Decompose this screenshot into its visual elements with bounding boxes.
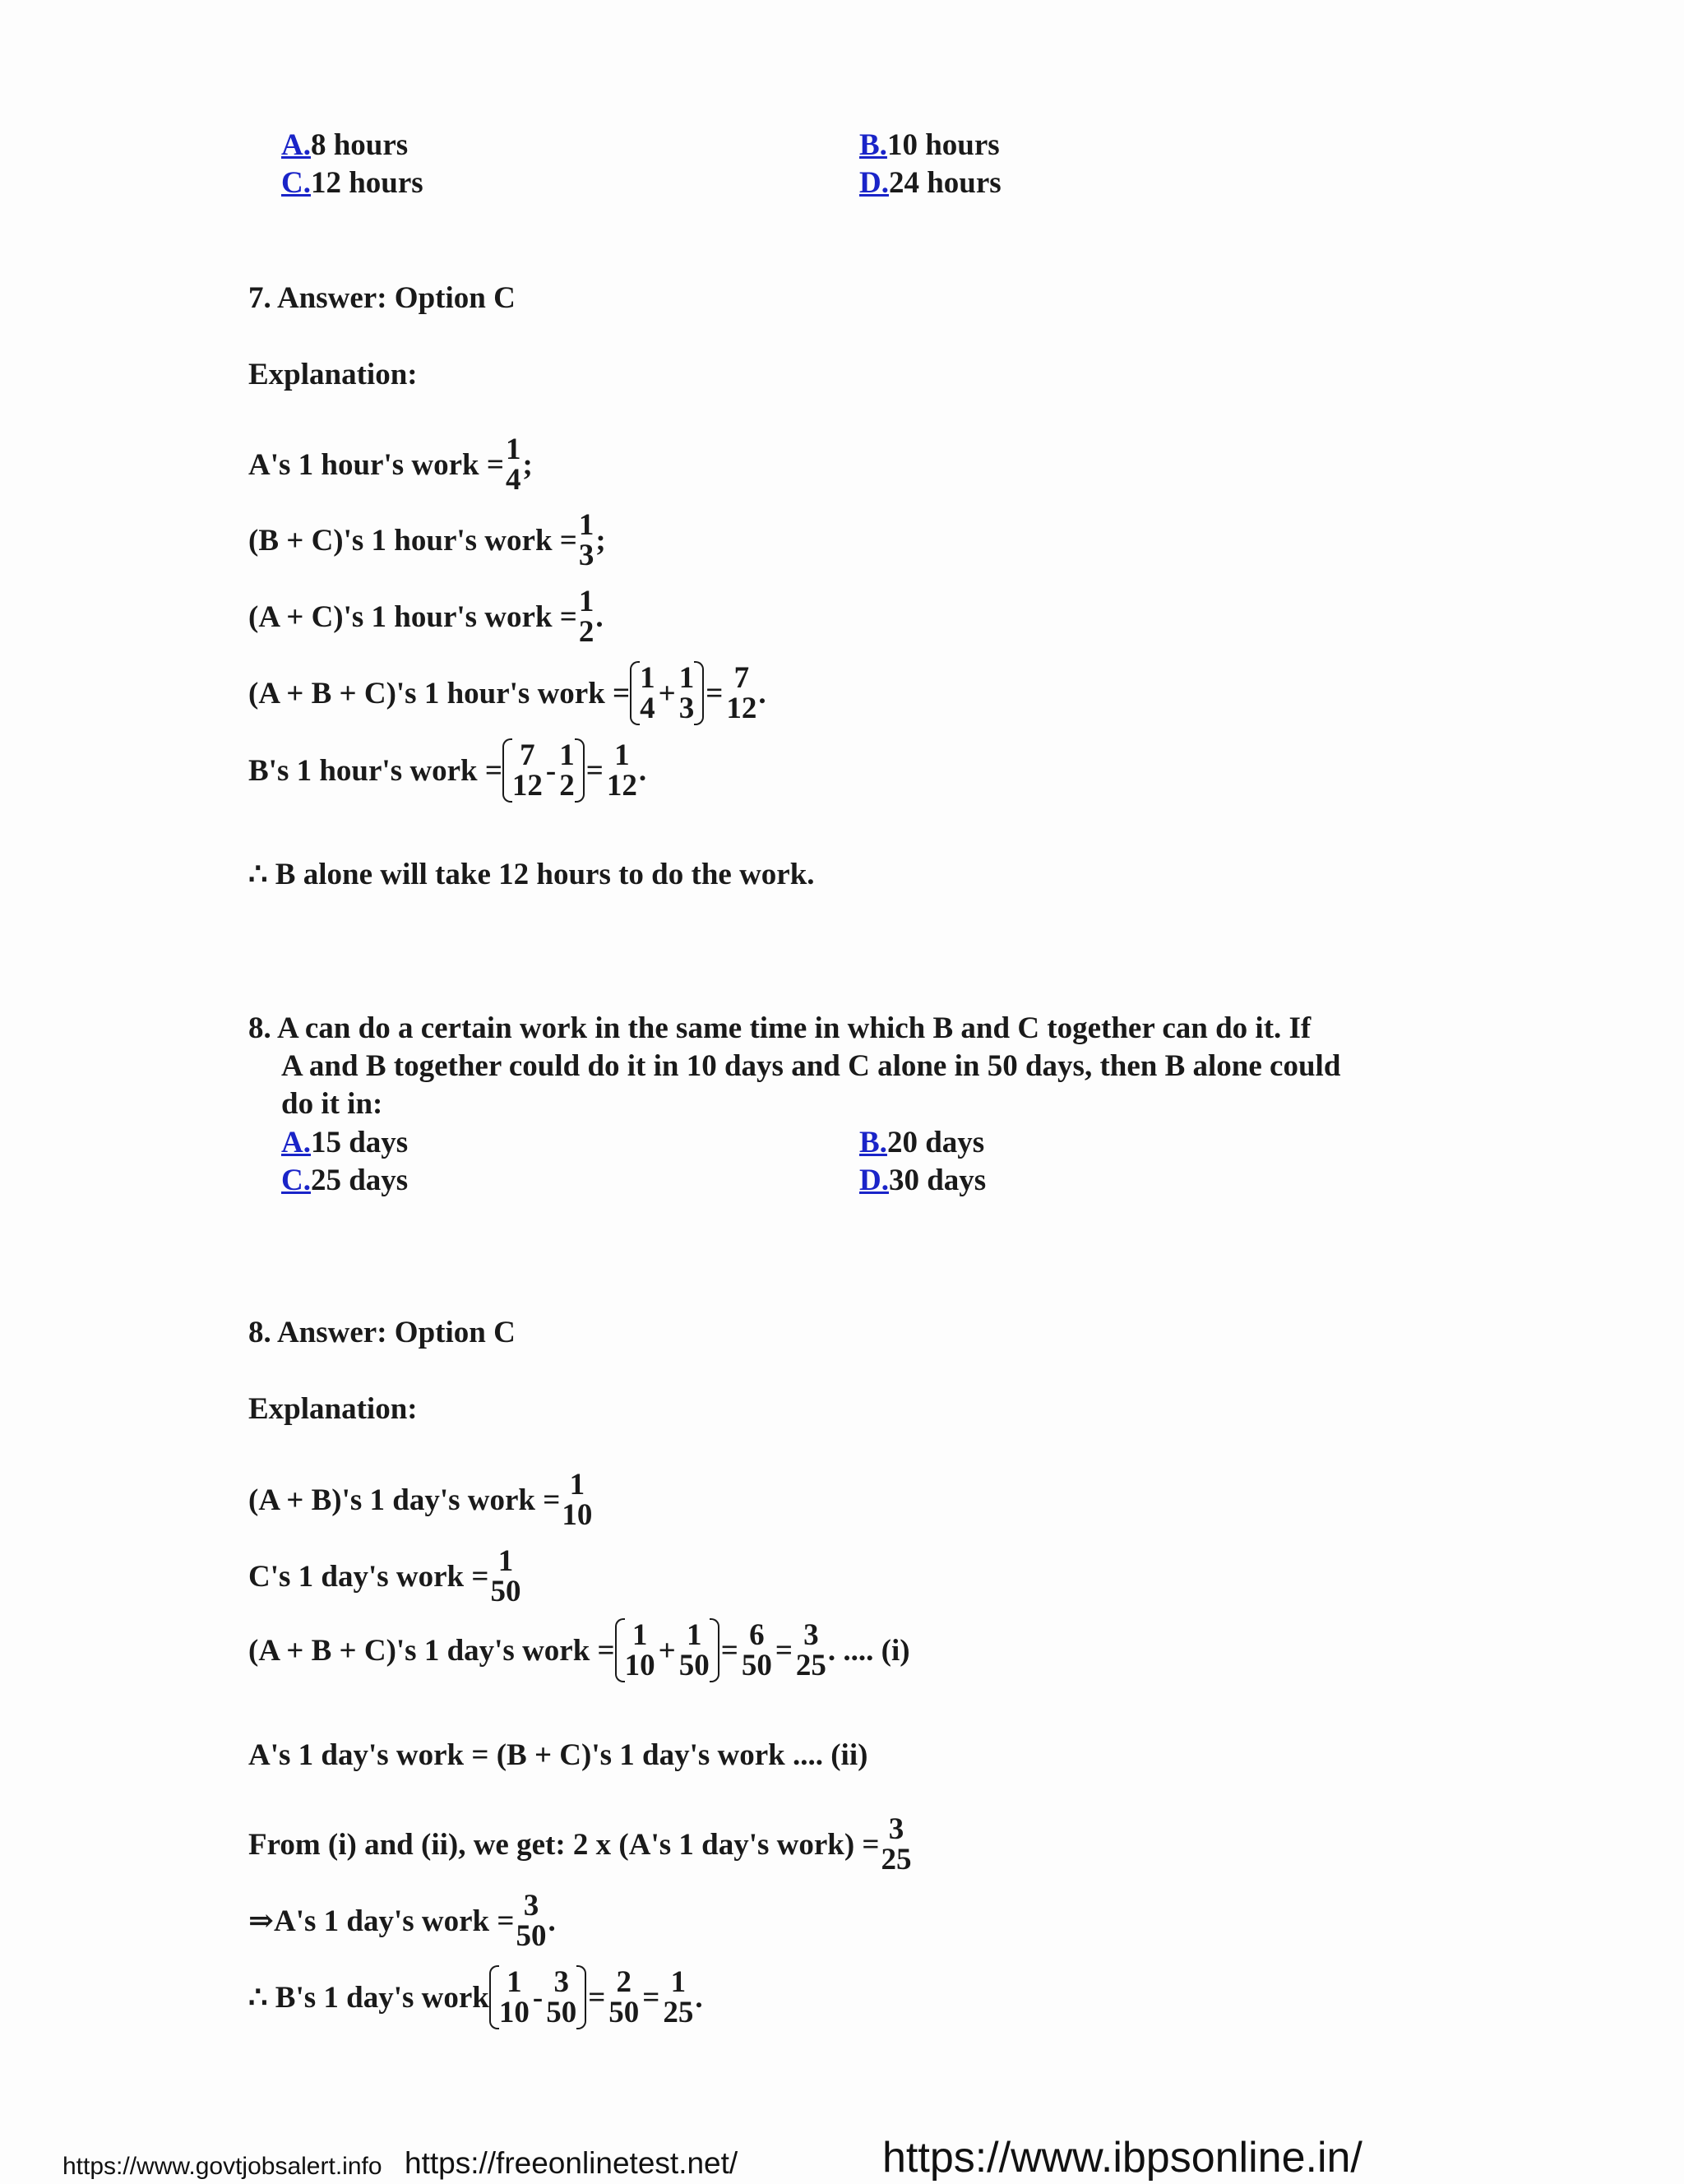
denominator: 25 xyxy=(663,1996,694,2029)
fraction xyxy=(608,1967,639,2028)
operator: = xyxy=(585,753,604,788)
numerator: 1 xyxy=(497,1544,514,1578)
fraction xyxy=(490,1546,520,1607)
q7-line-a-text: A's 1 hour's work = xyxy=(248,447,504,482)
q8-line-abc-text: (A + B + C)'s 1 day's work = xyxy=(248,1633,615,1668)
q7-line-bc xyxy=(248,510,606,571)
parenthesis-group xyxy=(630,663,704,724)
operator: + xyxy=(658,1633,676,1668)
numerator: 1 xyxy=(670,1965,687,1999)
fraction xyxy=(640,663,655,724)
q8-line-ab xyxy=(248,1469,594,1530)
numerator: 1 xyxy=(640,661,655,695)
numerator: 1 xyxy=(578,508,594,542)
denominator: 3 xyxy=(578,539,594,572)
operator: + xyxy=(658,676,676,710)
denominator: 50 xyxy=(608,1996,640,2029)
q7-line-ac-text: (A + C)'s 1 hour's work = xyxy=(248,599,577,634)
q7-option-a-link[interactable]: A. xyxy=(281,128,311,162)
numerator: 7 xyxy=(733,661,750,695)
q8-line-c xyxy=(248,1546,522,1607)
denominator: 12 xyxy=(726,692,757,725)
q8-option-a-link[interactable]: A. xyxy=(281,1126,311,1159)
q8-option-c xyxy=(281,1165,408,1196)
numerator: 1 xyxy=(578,585,594,618)
denominator: 25 xyxy=(881,1843,912,1876)
q7-line-a xyxy=(248,434,533,495)
numerator: 1 xyxy=(678,661,695,695)
numerator: 3 xyxy=(888,1812,904,1846)
q7-option-c xyxy=(281,168,423,198)
punct: . xyxy=(638,753,647,788)
denominator: 10 xyxy=(624,1649,655,1682)
q8-option-b xyxy=(859,1127,984,1158)
denominator: 2 xyxy=(578,615,594,649)
q7-conclusion: ∴ B alone will take 12 hours to do the work. xyxy=(248,858,815,891)
denominator: 10 xyxy=(562,1498,593,1532)
denominator: 50 xyxy=(546,1996,577,2029)
q7-answer: 7. Answer: Option C xyxy=(248,281,516,315)
q7-line-abc xyxy=(248,663,766,724)
fraction xyxy=(679,1620,710,1681)
parenthesis-group xyxy=(489,1967,586,2028)
numerator: 6 xyxy=(749,1618,765,1652)
fraction xyxy=(726,663,756,724)
denominator: 2 xyxy=(559,769,575,803)
numerator: 1 xyxy=(559,738,575,772)
q8-question-line-3: do it in: xyxy=(281,1087,383,1121)
operator: - xyxy=(545,753,557,788)
parenthesis-group xyxy=(502,740,585,801)
denominator: 50 xyxy=(741,1649,772,1682)
denominator: 50 xyxy=(490,1575,521,1608)
denominator: 12 xyxy=(511,769,543,803)
q7-option-d-text: 24 hours xyxy=(888,166,1002,200)
punct: . .... (i) xyxy=(827,1633,910,1668)
footer-link-freeonlinetest[interactable]: https://freeonlinetest.net/ xyxy=(405,2146,738,2180)
q8-option-a xyxy=(281,1127,408,1158)
operator: - xyxy=(532,1980,544,2015)
fraction xyxy=(679,663,695,724)
q7-option-c-link[interactable]: C. xyxy=(281,166,311,200)
fraction xyxy=(516,1890,546,1951)
punct: . xyxy=(758,676,766,710)
numerator: 1 xyxy=(507,1965,522,1999)
denominator: 50 xyxy=(678,1649,710,1682)
operator: = xyxy=(588,1980,606,2015)
q7-option-d-link[interactable]: D. xyxy=(859,166,889,200)
punct: . xyxy=(595,599,604,634)
fraction xyxy=(663,1967,693,2028)
q8-option-a-text: 15 days xyxy=(310,1126,409,1159)
punct: ; xyxy=(595,523,606,558)
operator: = xyxy=(706,676,724,710)
q8-question-line-2: A and B together could do it in 10 days and C alone in 50 days, then B alone could xyxy=(281,1049,1341,1083)
numerator: 3 xyxy=(553,1965,569,1999)
q7-line-b xyxy=(248,740,646,801)
q7-explanation-label: Explanation: xyxy=(248,358,418,391)
q8-option-c-link[interactable]: C. xyxy=(281,1164,311,1197)
denominator: 4 xyxy=(640,692,655,725)
operator: = xyxy=(775,1633,793,1668)
fraction xyxy=(559,740,575,801)
q8-line-c-text: C's 1 day's work = xyxy=(248,1559,489,1594)
q8-line-a-eq: A's 1 day's work = (B + C)'s 1 day's work .... (ii) xyxy=(248,1738,868,1772)
q7-option-d xyxy=(859,168,1002,198)
q7-line-bc-text: (B + C)'s 1 hour's work = xyxy=(248,523,577,558)
numerator: 3 xyxy=(803,1618,819,1652)
q7-line-abc-text: (A + B + C)'s 1 hour's work = xyxy=(248,676,631,710)
q7-option-b-text: 10 hours xyxy=(886,128,1000,162)
numerator: 1 xyxy=(505,433,521,466)
q8-line-a-text: ⇒A's 1 day's work = xyxy=(248,1904,515,1938)
fraction xyxy=(607,740,637,801)
denominator: 50 xyxy=(516,1919,547,1953)
denominator: 25 xyxy=(795,1649,826,1682)
q8-option-b-text: 20 days xyxy=(886,1126,985,1159)
denominator: 4 xyxy=(505,463,521,497)
numerator: 2 xyxy=(616,1965,632,1999)
fraction xyxy=(579,510,594,571)
q7-option-a-text: 8 hours xyxy=(310,128,409,162)
q8-explanation-label: Explanation: xyxy=(248,1392,418,1426)
fraction xyxy=(512,740,543,801)
punct: ; xyxy=(522,447,533,482)
denominator: 10 xyxy=(498,1996,530,2029)
fraction xyxy=(742,1620,772,1681)
operator: = xyxy=(720,1633,738,1668)
q7-line-b-text: B's 1 hour's work = xyxy=(248,753,502,788)
q8-option-d xyxy=(859,1165,986,1196)
numerator: 1 xyxy=(569,1468,585,1502)
q8-line-b xyxy=(248,1967,703,2028)
footer-link-ibpsonline[interactable]: https://www.ibpsonline.in/ xyxy=(882,2134,1362,2182)
numerator: 7 xyxy=(520,738,535,772)
q8-answer: 8. Answer: Option C xyxy=(248,1316,516,1349)
denominator: 12 xyxy=(606,769,637,803)
numerator: 1 xyxy=(632,1618,648,1652)
q8-line-abc xyxy=(248,1620,910,1681)
q8-line-a xyxy=(248,1890,556,1951)
fraction xyxy=(499,1967,530,2028)
q7-option-c-text: 12 hours xyxy=(310,166,423,200)
q8-option-b-link[interactable]: B. xyxy=(859,1126,887,1159)
denominator: 3 xyxy=(678,692,695,725)
fraction xyxy=(796,1620,826,1681)
q8-line-ab-text: (A + B)'s 1 day's work = xyxy=(248,1483,561,1517)
q7-option-b xyxy=(859,130,1000,160)
q7-option-a xyxy=(281,130,408,160)
numerator: 1 xyxy=(686,1618,702,1652)
numerator: 3 xyxy=(523,1889,539,1923)
operator: = xyxy=(642,1980,660,2015)
fraction xyxy=(625,1620,655,1681)
fraction xyxy=(506,434,521,495)
q8-line-from-text: From (i) and (ii), we get: 2 x (A's 1 day's work) = xyxy=(248,1827,880,1862)
q8-line-b-text: ∴ B's 1 day's work xyxy=(248,1980,489,2015)
fraction xyxy=(562,1469,592,1530)
fraction xyxy=(881,1814,912,1875)
q7-line-ac xyxy=(248,586,604,647)
q8-option-d-link[interactable]: D. xyxy=(859,1164,889,1197)
q7-option-b-link[interactable]: B. xyxy=(859,128,887,162)
parenthesis-group xyxy=(615,1620,719,1681)
q8-option-c-text: 25 days xyxy=(310,1164,409,1197)
q8-line-from xyxy=(248,1814,914,1875)
punct: . xyxy=(695,1980,703,2015)
punct: . xyxy=(548,1904,556,1938)
fraction xyxy=(579,586,594,647)
numerator: 1 xyxy=(614,738,630,772)
q8-option-d-text: 30 days xyxy=(888,1164,987,1197)
footer-link-govtjobsalert[interactable]: https://www.govtjobsalert.info xyxy=(62,2153,382,2180)
fraction xyxy=(546,1967,576,2028)
q8-question-line-1: 8. A can do a certain work in the same time in which B and C together can do it. If xyxy=(248,1011,1312,1045)
